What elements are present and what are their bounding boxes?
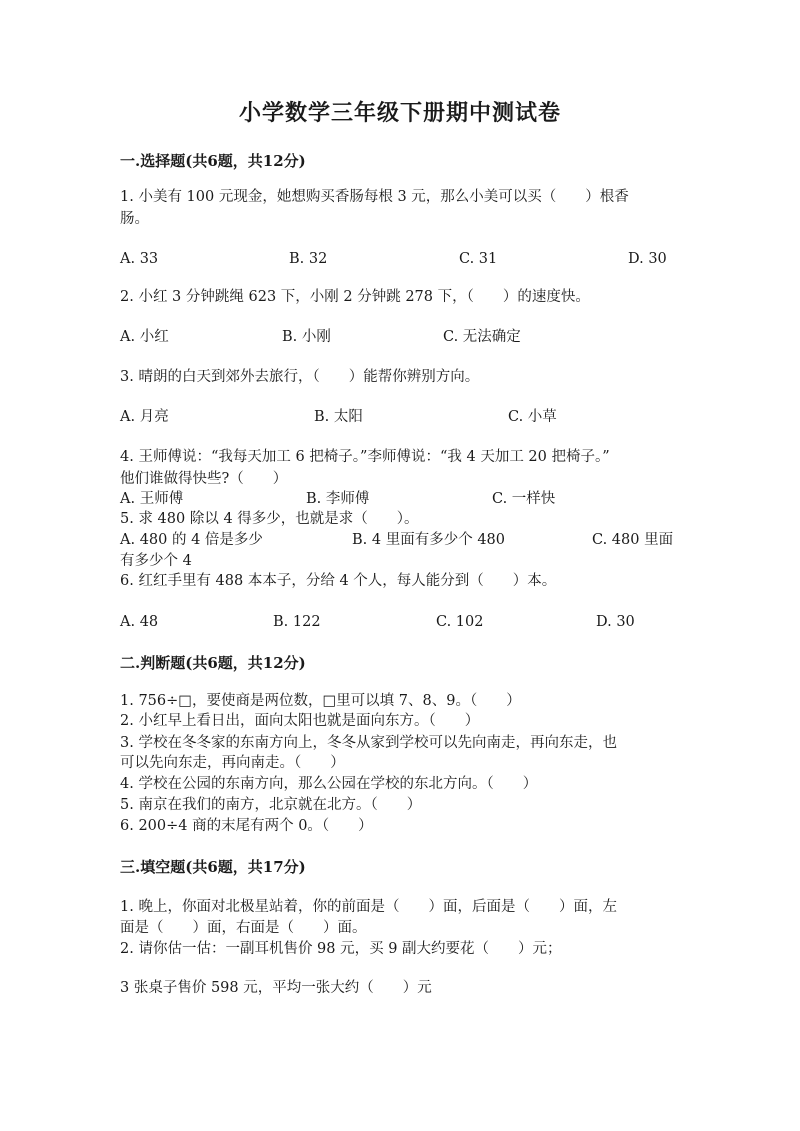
judgment-item: 2. 小红早上看日出，面向太阳也就是面向东方。（ ）	[120, 713, 480, 729]
question-text: 1. 小美有 100 元现金，她想购买香肠每根 3 元，那么小美可以买（ ）根香	[120, 189, 629, 205]
option-a: A. 480 的 4 倍是多少	[120, 532, 263, 548]
option-b: B. 4 里面有多少个 480	[352, 532, 505, 548]
option-a: A. 月亮	[120, 409, 169, 425]
fill-item: 面是（ ）面，右面是（ ）面。	[120, 920, 367, 936]
judgment-item: 1. 756÷□，要使商是两位数，□里可以填 7、8、9。（ ）	[120, 693, 521, 709]
option-b: B. 32	[289, 251, 328, 267]
section-heading-fill: 三.填空题(共6题，共17分)	[120, 858, 306, 876]
judgment-item: 6. 200÷4 商的末尾有两个 0。（ ）	[120, 818, 373, 834]
section-heading-choice: 一.选择题(共6题，共12分)	[120, 152, 306, 170]
fill-item: 3 张桌子售价 598 元，平均一张大约（ ）元	[120, 980, 432, 996]
question-text: 3. 晴朗的白天到郊外去旅行，（ ）能帮你辨别方向。	[120, 369, 480, 385]
option-c: C. 无法确定	[443, 329, 521, 345]
judgment-item: 3. 学校在冬冬家的东南方向上，冬冬从家到学校可以先向南走，再向东走，也	[120, 735, 617, 751]
option-b: B. 122	[273, 614, 321, 630]
option-d: D. 30	[596, 614, 635, 630]
option-c: C. 小草	[508, 409, 557, 425]
option-a: A. 48	[120, 614, 159, 630]
option-c: C. 一样快	[492, 491, 556, 507]
section-heading-judgment: 二.判断题(共6题，共12分)	[120, 654, 306, 672]
option-c-continued: 有多少个 4	[120, 553, 192, 569]
question-text: 肠。	[120, 211, 149, 227]
judgment-item: 4. 学校在公园的东南方向，那么公园在学校的东北方向。（ ）	[120, 776, 538, 792]
judgment-item: 5. 南京在我们的南方，北京就在北方。（ ）	[120, 797, 422, 813]
question-text: 他们谁做得快些?（ ）	[120, 471, 288, 487]
judgment-item: 可以先向东走，再向南走。（ ）	[120, 755, 345, 771]
question-text: 6. 红红手里有 488 本本子，分给 4 个人，每人能分到（ ）本。	[120, 573, 557, 589]
option-b: B. 李师傅	[306, 491, 370, 507]
option-a: A. 王师傅	[120, 491, 184, 507]
page-title: 小学数学三年级下册期中测试卷	[238, 100, 561, 126]
question-text: 2. 小红 3 分钟跳绳 623 下，小刚 2 分钟跳 278 下，（ ）的速度快。	[120, 289, 590, 305]
option-c: C. 31	[459, 251, 498, 267]
option-c: C. 102	[436, 614, 484, 630]
option-d: D. 30	[628, 251, 667, 267]
fill-item: 2. 请你估一估：一副耳机售价 98 元，买 9 副大约要花（ ）元；	[120, 941, 562, 957]
option-a: A. 小红	[120, 329, 169, 345]
question-text: 4. 王师傅说：“我每天加工 6 把椅子。”李师傅说：“我 4 天加工 20 把椅子。”	[120, 449, 610, 465]
option-b: B. 太阳	[314, 409, 363, 425]
option-b: B. 小刚	[282, 329, 331, 345]
fill-item: 1. 晚上，你面对北极星站着，你的前面是（ ）面，后面是（ ）面，左	[120, 899, 617, 915]
option-c: C. 480 里面	[592, 532, 674, 548]
question-text: 5. 求 480 除以 4 得多少，也就是求（ ）。	[120, 511, 419, 527]
option-a: A. 33	[120, 251, 159, 267]
